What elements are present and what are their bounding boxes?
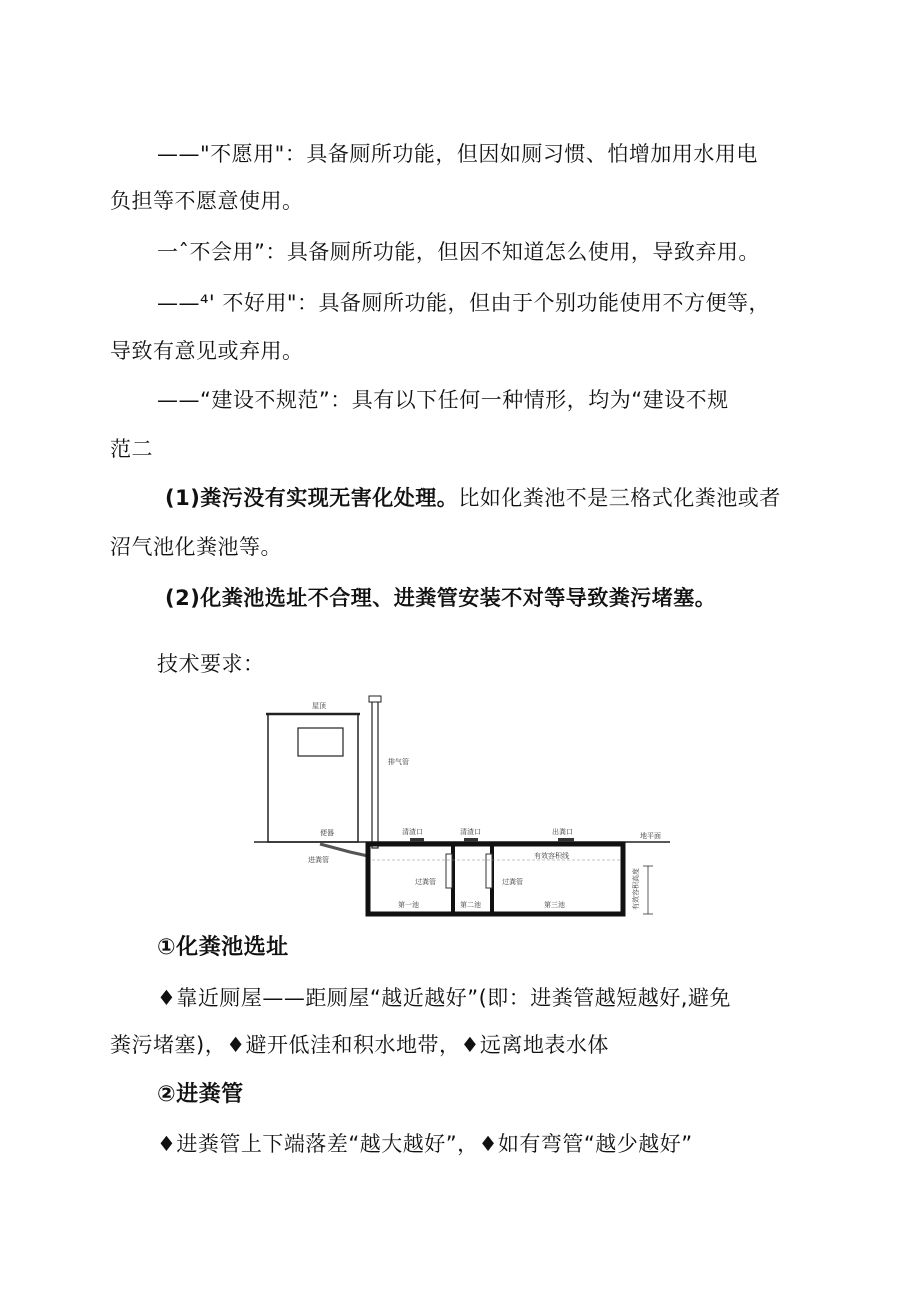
septic-tank-diagram: [250, 688, 680, 923]
transfer-pipe-2: [486, 854, 492, 888]
transfer-pipe-1: [446, 854, 452, 888]
paragraph-line: ——“建设不规范”：具有以下任何一种情形，均为“建设不规: [157, 388, 729, 412]
paragraph-line: ——⁴' 不好用"：具备厕所功能，但由于个别功能使用不方便等，: [157, 291, 771, 315]
chamber-label-1: 第一池: [398, 901, 419, 909]
vent-cap: [369, 696, 381, 702]
cleanout-label-1: 清渣口: [402, 828, 423, 836]
paragraph-line: [165, 484, 885, 512]
transfer-pipe-label-2: 过粪管: [502, 878, 523, 886]
paragraph-line: 范二: [110, 437, 153, 461]
paragraph-text: 比如化粪池不是三格式化粪池或者: [458, 486, 781, 510]
transfer-pipe-label-1: 过粪管: [415, 878, 436, 886]
ground-label: 地平面: [640, 832, 661, 840]
bold-paragraph-line: (2)化粪池选址不合理、进粪管安装不对等导致粪污堵塞。: [165, 586, 717, 610]
pan-label: 便器: [320, 829, 334, 837]
paragraph-line: 一ˆ不会用”：具备厕所功能，但因不知道怎么使用，导致弃用。: [157, 240, 760, 264]
cleanout-label-2: 清渣口: [460, 828, 481, 836]
paragraph-line: ♦进粪管上下端落差“越大越好”，♦如有弯管“越少越好”: [157, 1132, 693, 1156]
depth-label: 有效容积高度: [632, 868, 640, 910]
storage-level-label: 有效容积线: [534, 852, 569, 860]
roof-label: 屋顶: [312, 702, 326, 710]
paragraph-line: 负担等不愿意使用。: [110, 189, 304, 213]
vent-pipe-label: 排气管: [388, 758, 409, 766]
house-window: [298, 728, 343, 756]
paragraph-line: ——"不愿用"：具备厕所功能，但因如厕习惯、怕增加用水用电: [157, 142, 758, 166]
toilet-house: [268, 714, 358, 842]
chamber-label-2: 第二池: [460, 901, 481, 909]
inlet-pipe: [320, 844, 368, 856]
cleanout-cover-1: [410, 838, 424, 842]
paragraph-line: ♦靠近厕屋——距厕屋“越近越好”(即：进粪管越短越好,避免: [157, 986, 731, 1010]
section-label: 技术要求：: [157, 652, 265, 676]
paragraph-line: 沼气池化粪池等。: [110, 535, 282, 559]
chamber-label-3: 第三池: [544, 901, 565, 909]
inlet-pipe-label: 进粪管: [308, 856, 329, 864]
outlet-label: 出粪口: [552, 828, 573, 836]
section-heading: ②进粪管: [157, 1082, 244, 1107]
vent-pipe: [372, 700, 378, 848]
section-heading: ①化粪池选址: [157, 935, 289, 960]
bold-lead: (1)粪污没有实现无害化处理。: [165, 486, 459, 510]
outlet-cover: [558, 838, 574, 842]
cleanout-cover-2: [464, 838, 478, 842]
paragraph-line: 导致有意见或弃用。: [110, 339, 304, 363]
paragraph-line: 粪污堵塞)，♦避开低洼和积水地带，♦远离地表水体: [110, 1033, 609, 1057]
